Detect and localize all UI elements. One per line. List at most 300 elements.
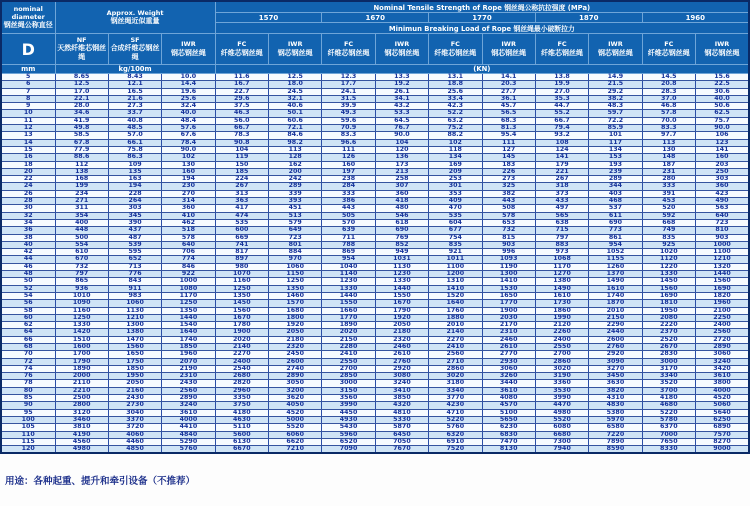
value-cell: 78.4 <box>162 139 215 146</box>
value-cell: 2610 <box>482 343 535 350</box>
value-cell: 17.0 <box>55 88 108 95</box>
value-cell: 12.3 <box>322 74 375 81</box>
value-cell: 267 <box>535 176 588 183</box>
value-cell: 2860 <box>535 358 588 365</box>
value-cell: 2600 <box>589 336 642 343</box>
value-cell: 1140 <box>322 271 375 278</box>
value-cell: 1490 <box>589 278 642 285</box>
value-cell: 2540 <box>215 365 268 372</box>
value-cell: 1000 <box>162 278 215 285</box>
value-cell: 148 <box>642 154 695 161</box>
value-cell: 4570 <box>482 402 535 409</box>
value-cell: 1250 <box>162 300 215 307</box>
value-cell: 1090 <box>55 300 108 307</box>
value-cell: 3340 <box>642 373 695 380</box>
breaking-title-en: Minimun Breaking Load of Rope <box>388 25 512 33</box>
value-cell: 1080 <box>162 285 215 292</box>
value-cell: 48.5 <box>108 125 161 132</box>
diameter-cell: 20 <box>1 168 55 175</box>
value-cell: 2220 <box>642 322 695 329</box>
value-cell: 230 <box>162 183 215 190</box>
value-cell: 2400 <box>696 322 750 329</box>
value-cell: 7050 <box>375 438 428 445</box>
value-cell: 2830 <box>642 351 695 358</box>
value-cell: 2180 <box>375 329 428 336</box>
value-cell: 101 <box>589 132 642 139</box>
value-cell: 1155 <box>589 256 642 263</box>
unit-mm: mm <box>1 65 55 74</box>
value-cell: 1700 <box>55 351 108 358</box>
value-cell: 1610 <box>535 292 588 299</box>
value-cell: 37.5 <box>215 103 268 110</box>
diameter-cell: 52 <box>1 285 55 292</box>
value-cell: 595 <box>108 249 161 256</box>
value-cell: 17.7 <box>322 81 375 88</box>
value-cell: 72.2 <box>589 117 642 124</box>
value-cell: 88.6 <box>55 154 108 161</box>
value-cell: 98.2 <box>269 139 322 146</box>
value-cell: 1160 <box>215 278 268 285</box>
value-cell: 270 <box>162 190 215 197</box>
value-cell: 68.3 <box>482 117 535 124</box>
value-cell: 417 <box>215 205 268 212</box>
value-cell: 4520 <box>269 409 322 416</box>
value-cell: 1210 <box>108 314 161 321</box>
value-cell: 1440 <box>322 292 375 299</box>
value-cell: 774 <box>162 256 215 263</box>
value-cell: 76.7 <box>375 125 428 132</box>
col-header-iwr-1770: IWR 钢芯钢丝绳 <box>482 34 535 65</box>
col-header-fc-1670: FC 纤维芯钢丝绳 <box>322 34 375 65</box>
value-cell: 1260 <box>589 263 642 270</box>
value-cell: 2280 <box>322 343 375 350</box>
value-cell: 954 <box>322 256 375 263</box>
value-cell: 500 <box>55 234 108 241</box>
value-cell: 546 <box>375 212 428 219</box>
table-row <box>1 183 749 190</box>
value-cell: 3440 <box>482 380 535 387</box>
value-cell: 2250 <box>696 314 750 321</box>
value-cell: 2560 <box>696 329 750 336</box>
value-cell: 106 <box>696 132 750 139</box>
value-cell: 5430 <box>322 424 375 431</box>
value-cell: 2080 <box>642 314 695 321</box>
diameter-cell: 120 <box>1 446 55 454</box>
diameter-cell: 30 <box>1 205 55 212</box>
value-cell: 289 <box>269 183 322 190</box>
value-cell: 2610 <box>375 351 428 358</box>
value-cell: 1230 <box>375 271 428 278</box>
diameter-cell: 40 <box>1 241 55 248</box>
value-cell: 1640 <box>162 329 215 336</box>
table-row <box>1 358 749 365</box>
value-cell: 203 <box>696 161 750 168</box>
value-cell: 2030 <box>482 314 535 321</box>
value-cell: 3090 <box>589 358 642 365</box>
value-cell: 1650 <box>108 351 161 358</box>
value-cell: 639 <box>322 227 375 234</box>
value-cell: 2000 <box>55 373 108 380</box>
value-cell: 1060 <box>108 300 161 307</box>
value-cell: 1040 <box>322 263 375 270</box>
diameter-cell: 72 <box>1 358 55 365</box>
value-cell: 42.3 <box>429 103 482 110</box>
value-cell: 25.6 <box>162 95 215 102</box>
value-cell: 2710 <box>429 358 482 365</box>
diameter-cell: 13 <box>1 132 55 139</box>
value-cell: 8130 <box>482 446 535 454</box>
value-cell: 1690 <box>642 292 695 299</box>
value-cell: 66.7 <box>535 117 588 124</box>
value-cell: 18.8 <box>429 81 482 88</box>
value-cell: 130 <box>162 161 215 168</box>
value-cell: 2550 <box>535 343 588 350</box>
value-cell: 59.7 <box>589 110 642 117</box>
tensile-title-en: Nominal Tensile Strength of Rope <box>373 4 502 12</box>
value-cell: 843 <box>108 278 161 285</box>
value-cell: 6910 <box>429 438 482 445</box>
value-cell: 46.3 <box>215 110 268 117</box>
value-cell: 5760 <box>162 446 215 454</box>
table-row <box>1 424 749 431</box>
value-cell: 4310 <box>589 395 642 402</box>
value-cell: 3000 <box>642 358 695 365</box>
value-cell: 3610 <box>482 387 535 394</box>
value-cell: 6620 <box>269 438 322 445</box>
strength-1670: 1670 <box>322 13 429 23</box>
value-cell: 29.6 <box>215 95 268 102</box>
value-cell: 1770 <box>482 300 535 307</box>
value-cell: 3750 <box>215 402 268 409</box>
value-cell: 199 <box>55 183 108 190</box>
table-row <box>1 322 749 329</box>
value-cell: 15.6 <box>696 74 750 81</box>
value-cell: 713 <box>108 263 161 270</box>
value-cell: 20.8 <box>642 81 695 88</box>
diameter-cell: 42 <box>1 249 55 256</box>
value-cell: 1230 <box>322 278 375 285</box>
value-cell: 3800 <box>696 380 750 387</box>
value-cell: 3700 <box>642 387 695 394</box>
value-cell: 1870 <box>589 300 642 307</box>
value-cell: 1470 <box>108 336 161 343</box>
value-cell: 126 <box>322 154 375 161</box>
value-cell: 33.7 <box>108 110 161 117</box>
value-cell: 187 <box>642 161 695 168</box>
value-cell: 1320 <box>696 263 750 270</box>
value-cell: 865 <box>55 278 108 285</box>
value-cell: 5780 <box>642 416 695 423</box>
diameter-cell: 5 <box>1 74 55 81</box>
table-row <box>1 190 749 197</box>
value-cell: 1950 <box>108 373 161 380</box>
value-cell: 8330 <box>642 446 695 454</box>
value-cell: 1010 <box>55 292 108 299</box>
value-cell: 102 <box>429 139 482 146</box>
value-cell: 12.1 <box>108 81 161 88</box>
table-row <box>1 168 749 175</box>
value-cell: 48.3 <box>589 103 642 110</box>
value-cell: 1560 <box>215 307 268 314</box>
value-cell: 386 <box>322 198 375 205</box>
value-cell: 6130 <box>215 438 268 445</box>
diameter-cell: 32 <box>1 212 55 219</box>
value-cell: 3530 <box>535 387 588 394</box>
nominal-diameter-en: nominal diameter <box>11 4 45 21</box>
value-cell: 6060 <box>269 431 322 438</box>
value-cell: 6450 <box>375 431 428 438</box>
diameter-cell: 115 <box>1 438 55 445</box>
value-cell: 5640 <box>696 409 750 416</box>
value-cell: 2050 <box>375 322 428 329</box>
value-cell: 19.9 <box>535 81 588 88</box>
value-cell: 96.6 <box>322 139 375 146</box>
tensile-title-zh: 钢丝绳公称抗拉强度 <box>504 4 566 12</box>
value-cell: 2920 <box>375 365 428 372</box>
value-cell: 390 <box>108 219 161 226</box>
value-cell: 936 <box>55 285 108 292</box>
value-cell: 3060 <box>696 351 750 358</box>
value-cell: 62.5 <box>696 110 750 117</box>
value-cell: 4930 <box>322 416 375 423</box>
value-cell: 903 <box>696 234 750 241</box>
value-cell: 111 <box>482 139 535 146</box>
value-cell: 382 <box>482 190 535 197</box>
tensile-unit: (MPa) <box>567 4 591 12</box>
value-cell: 1790 <box>55 358 108 365</box>
value-cell: 88.2 <box>429 132 482 139</box>
value-cell: 24.5 <box>269 88 322 95</box>
value-cell: 1740 <box>589 292 642 299</box>
col-header-iwr: IWR 钢芯钢丝绳 <box>162 34 215 65</box>
value-cell: 3520 <box>642 380 695 387</box>
value-cell: 46.8 <box>642 103 695 110</box>
value-cell: 2260 <box>535 329 588 336</box>
value-cell: 123 <box>696 139 750 146</box>
value-cell: 90.8 <box>215 139 268 146</box>
value-cell: 5380 <box>589 409 642 416</box>
value-cell: 124 <box>535 146 588 153</box>
value-cell: 311 <box>55 205 108 212</box>
value-cell: 224 <box>215 176 268 183</box>
value-cell: 3820 <box>589 387 642 394</box>
diameter-cell: 50 <box>1 278 55 285</box>
value-cell: 250 <box>696 168 750 175</box>
value-cell: 1680 <box>269 307 322 314</box>
value-cell: 185 <box>215 168 268 175</box>
value-cell: 221 <box>535 168 588 175</box>
value-cell: 2680 <box>215 373 268 380</box>
value-cell: 618 <box>375 219 428 226</box>
value-cell: 1380 <box>108 329 161 336</box>
value-cell: 903 <box>482 241 535 248</box>
value-cell: 1490 <box>535 285 588 292</box>
col-header-iwr-1670: IWR 钢芯钢丝绳 <box>375 34 428 65</box>
value-cell: 104 <box>375 139 428 146</box>
value-cell: 1250 <box>55 314 108 321</box>
diameter-cell: 26 <box>1 190 55 197</box>
table-row <box>1 373 749 380</box>
value-cell: 21.6 <box>108 95 161 102</box>
value-cell: 497 <box>535 205 588 212</box>
value-cell: 228 <box>108 190 161 197</box>
value-cell: 8590 <box>589 446 642 454</box>
table-row <box>1 402 749 409</box>
diameter-cell: 78 <box>1 380 55 387</box>
value-cell: 1170 <box>162 292 215 299</box>
value-cell: 84.6 <box>269 132 322 139</box>
value-cell: 5100 <box>482 409 535 416</box>
value-cell: 7890 <box>589 438 642 445</box>
value-cell: 64.5 <box>375 117 428 124</box>
value-cell: 1250 <box>269 278 322 285</box>
value-cell: 3340 <box>429 387 482 394</box>
value-cell: 3450 <box>589 373 642 380</box>
table-row <box>1 365 749 372</box>
value-cell: 610 <box>55 249 108 256</box>
diameter-cell: 8 <box>1 95 55 102</box>
value-cell: 1860 <box>535 307 588 314</box>
value-cell: 4230 <box>429 402 482 409</box>
table-row <box>1 227 749 234</box>
value-cell: 102 <box>162 154 215 161</box>
value-cell: 21.5 <box>589 81 642 88</box>
value-cell: 118 <box>429 146 482 153</box>
value-cell: 462 <box>162 219 215 226</box>
value-cell: 2010 <box>589 307 642 314</box>
breaking-title-zh: 钢丝绳最小破断拉力 <box>513 25 575 33</box>
table-row <box>1 438 749 445</box>
table-row <box>1 81 749 88</box>
value-cell: 801 <box>269 241 322 248</box>
value-cell: 12.5 <box>55 81 108 88</box>
value-cell: 4450 <box>322 409 375 416</box>
diameter-cell: 6 <box>1 81 55 88</box>
value-cell: 32.4 <box>162 103 215 110</box>
value-cell: 83.3 <box>642 125 695 132</box>
value-cell: 776 <box>108 271 161 278</box>
approx-weight-en: Approx. Weight <box>106 8 164 17</box>
value-cell: 1011 <box>429 256 482 263</box>
value-cell: 1640 <box>429 300 482 307</box>
value-cell: 197 <box>322 168 375 175</box>
value-cell: 578 <box>162 234 215 241</box>
value-cell: 134 <box>429 154 482 161</box>
value-cell: 2410 <box>429 343 482 350</box>
value-cell: 40.0 <box>162 110 215 117</box>
value-cell: 508 <box>482 205 535 212</box>
value-cell: 35.3 <box>535 95 588 102</box>
value-cell: 1150 <box>269 271 322 278</box>
table-row <box>1 307 749 314</box>
value-cell: 1380 <box>535 278 588 285</box>
value-cell: 5290 <box>162 438 215 445</box>
value-cell: 970 <box>269 256 322 263</box>
value-cell: 273 <box>482 176 535 183</box>
value-cell: 7940 <box>535 446 588 454</box>
table-row <box>1 395 749 402</box>
value-cell: 754 <box>429 234 482 241</box>
value-cell: 1410 <box>482 278 535 285</box>
diameter-cell: 10 <box>1 110 55 117</box>
value-cell: 1130 <box>375 263 428 270</box>
value-cell: 1020 <box>642 249 695 256</box>
value-cell: 163 <box>108 176 161 183</box>
value-cell: 36.1 <box>482 95 535 102</box>
table-row <box>1 205 749 212</box>
value-cell: 67.8 <box>55 139 108 146</box>
value-cell: 897 <box>215 256 268 263</box>
value-cell: 505 <box>322 212 375 219</box>
value-cell: 3350 <box>215 395 268 402</box>
table-row <box>1 409 749 416</box>
value-cell: 410 <box>162 212 215 219</box>
diameter-cell: 90 <box>1 402 55 409</box>
value-cell: 2440 <box>589 329 642 336</box>
value-cell: 451 <box>269 205 322 212</box>
table-row <box>1 336 749 343</box>
table-row <box>1 343 749 350</box>
value-cell: 5060 <box>696 402 750 409</box>
value-cell: 2370 <box>642 329 695 336</box>
value-cell: 769 <box>375 234 428 241</box>
table-body <box>1 74 749 454</box>
table-row <box>1 292 749 299</box>
value-cell: 303 <box>108 205 161 212</box>
value-cell: 6830 <box>482 431 535 438</box>
diameter-cell: 48 <box>1 271 55 278</box>
value-cell: 150 <box>215 161 268 168</box>
value-cell: 313 <box>215 190 268 197</box>
value-cell: 14.1 <box>482 74 535 81</box>
diameter-cell: 58 <box>1 307 55 314</box>
value-cell: 160 <box>696 154 750 161</box>
value-cell: 108 <box>535 139 588 146</box>
value-cell: 70.9 <box>322 125 375 132</box>
value-cell: 48.4 <box>162 117 215 124</box>
value-cell: 1560 <box>108 343 161 350</box>
table-row <box>1 234 749 241</box>
value-cell: 1800 <box>269 314 322 321</box>
value-cell: 113 <box>269 146 322 153</box>
value-cell: 437 <box>108 227 161 234</box>
value-cell: 6890 <box>696 424 750 431</box>
value-cell: 75.2 <box>429 125 482 132</box>
value-cell: 2430 <box>108 395 161 402</box>
value-cell: 883 <box>535 241 588 248</box>
value-cell: 732 <box>482 227 535 234</box>
value-cell: 2930 <box>482 358 535 365</box>
value-cell: 884 <box>269 249 322 256</box>
value-cell: 1370 <box>589 271 642 278</box>
diameter-cell: 100 <box>1 416 55 423</box>
value-cell: 3270 <box>589 365 642 372</box>
value-cell: 652 <box>108 256 161 263</box>
value-cell: 14.9 <box>589 74 642 81</box>
value-cell: 52.2 <box>429 110 482 117</box>
value-cell: 34.1 <box>375 95 428 102</box>
value-cell: 6680 <box>535 431 588 438</box>
value-cell: 1052 <box>589 249 642 256</box>
value-cell: 4000 <box>696 387 750 394</box>
value-cell: 1520 <box>429 292 482 299</box>
col-header-iwr-1960: IWR 钢芯钢丝绳 <box>696 34 750 65</box>
value-cell: 90.0 <box>696 125 750 132</box>
value-cell: 2460 <box>482 336 535 343</box>
value-cell: 911 <box>108 285 161 292</box>
header-approx-weight <box>55 1 215 34</box>
table-row <box>1 95 749 102</box>
